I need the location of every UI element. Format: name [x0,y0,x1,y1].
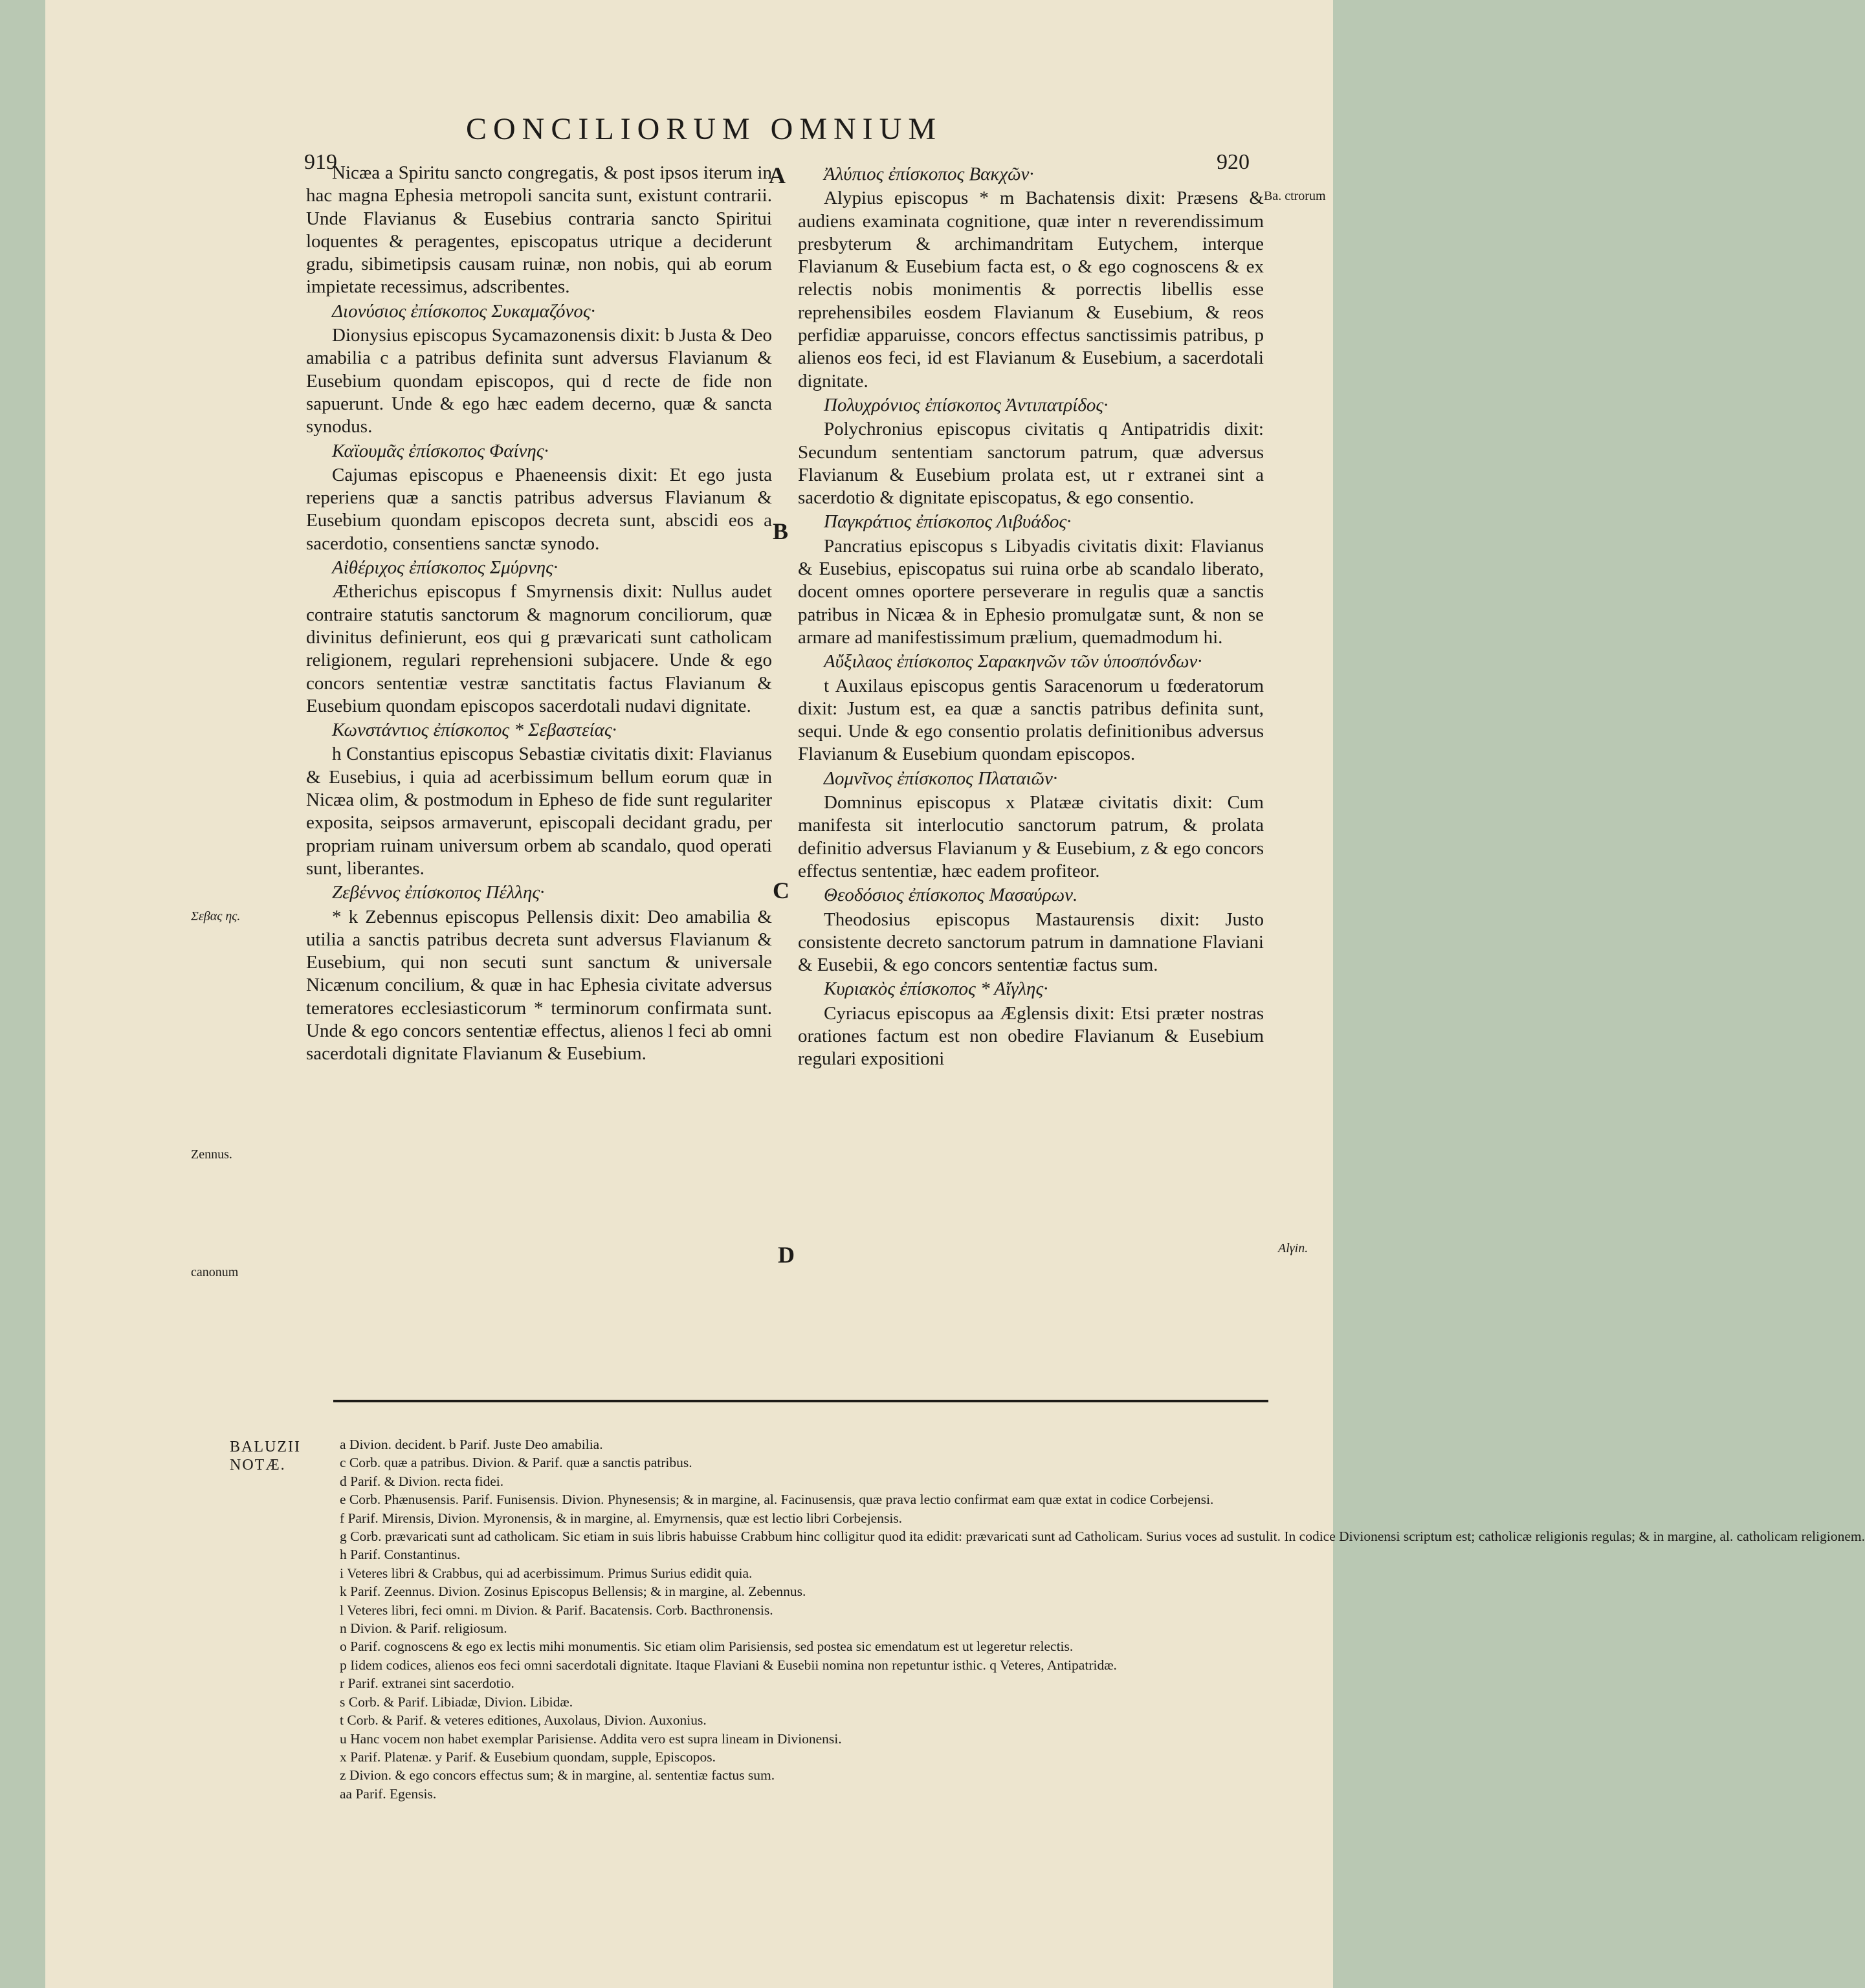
paragraph: * k Zebennus episcopus Pellensis dixit: Deo amabilia & utilia a sanctis patribus decreta sunt adversus Flavianum & Eusebium, qui non secuti sunt sanctum & universale Nicænum concilium, & quæ in hac Ephesia civitate adversus temeratores ecclesiasticorum * terminorum confirmata sunt. Unde & ego concors sententiæ effectus, alienos l feci ab omni sacerdotali dignitate Flavianum & Eusebium. [306,906,772,1065]
paragraph: Ætherichus episcopus f Smyrnensis dixit: Nullus audet contraire statutis sanctorum & magnorum conciliorum, quæ divinitus definierunt, eos qui g prævaricati sunt catholicam religionem, regulari reprehensioni subjacere. Unde & ego concors sententiæ vestræ sanctitatis factus Flavianum & Eusebium quondam episcopos sacerdotali nudavi dignitate. [306,581,772,716]
speaker-heading: Καϊουμᾶς ἐπίσκοπος Φαίνης· [332,440,549,461]
footnote-line: r Parif. extranei sint sacerdotio. [340,1675,514,1692]
page-number-left: 919 [304,150,337,174]
paragraph: Pancratius episcopus s Libyadis civitatis dixit: Flavianus & Eusebius, episcopatus sui ruina orbe ab scandalo liberato, docent omnes oportere perseverare in regulis quæ a sanctis patribus in Nicæa & in Ephesio promulgatæ sunt, & non se armare ad manifestissimum prælium, quemadmodum hi. [798,535,1264,648]
footnote-line: e Corb. Phænusensis. Parif. Funisensis. Divion. Phynesensis; & in margine, al. Facinusensis, quæ prava lectio confirmat eam quæ extat in codice Corbejensi. [340,1492,1214,1508]
speaker-heading: Αὔξιλαος ἐπίσκοπος Σαρακηνῶν τῶν ὑποσπόνδων· [824,651,1202,672]
section-marker-a: A [769,162,786,188]
footnote-line: a Divion. decident. b Parif. Juste Deo amabilia. [340,1437,603,1452]
left-column [306,162,772,1066]
paragraph: Domninus episcopus x Platææ civitatis dixit: Cum manifesta sit interlocutio sanctorum patrum, & prolata definitio adversus Flavianum y & Eusebium, z & ego concors effectus sententiæ, hæc eadem profiteor. [798,792,1264,881]
footnote-line: i Veteres libri & Crabbus, qui ad acerbissimum. Primus Surius edidit quia. [340,1565,753,1581]
footnote-line: o Parif. cognoscens & ego ex lectis mihi monumentis. Sic etiam olim Parisiensis, sed postea sic emendatum est ut legeretur relectis. [340,1639,1074,1655]
speaker-heading: Θεοδόσιος ἐπίσκοπος Μασαύρων. [824,885,1078,906]
speaker-heading: Δομνῖνος ἐπίσκοπος Πλαταιῶν· [824,768,1058,789]
footnote-line: p Iidem codices, alienos eos feci omni sacerdotali dignitate. Itaque Flaviani & Eusebii nomina non repetuntur isthic. q Veteres, Antipatridæ. [340,1657,1117,1673]
paragraph: Cajumas episcopus e Phaeneensis dixit: Et ego justa reperiens quæ a sanctis patribus adversus Flavianum & Eusebium quondam episcopos decreta sunt, abscidi eos a sacerdotio, consentiens sanctæ synodo. [306,464,772,554]
section-marker-d: D [778,1242,795,1268]
paragraph: h Constantius episcopus Sebastiæ civitatis dixit: Flavianus & Eusebius, i quia ad acerbissimum bellum eorum quæ in Nicæa olim, & postmodum in Epheso de fide sunt regulariter exposita, seipsos armaverunt, episcopali decidant gradu, per propriam ruinam universum orbem ab scandalo, quod operati sunt, liberantes. [306,744,772,879]
footnote-line: h Parif. Constantinus. [340,1547,461,1563]
paragraph: Cyriacus episcopus aa Æglensis dixit: Etsi præter nostras orationes factum est non obedire Flavianum & Eusebium regulari expositioni [798,1002,1264,1070]
paragraph: Dionysius episcopus Sycamazonensis dixit: b Justa & Deo amabilia c a patribus definita sunt adversus Flavianum & Eusebium quondam episcopos, qui d recte de fide non sapuerunt. Unde & ego hæc eadem decerno, quæ & sancta synodus. [306,325,772,437]
margin-note: canonum [191,1265,239,1279]
paragraph: Theodosius episcopus Mastaurensis dixit: Justo consistente decreto sanctorum patrum in damnatione Flaviani & Eusebii, & ego concors sententiæ factus sum. [798,909,1264,976]
footnote-line: k Parif. Zeennus. Divion. Zosinus Episcopus Bellensis; & in margine, al. Zebennus. [340,1584,806,1600]
notes-heading-line: NOTÆ. [230,1457,286,1474]
notes-heading [230,1438,301,1474]
speaker-heading: Κωνστάντιος ἐπίσκοπος * Σεβαστείας· [332,720,617,741]
speaker-heading: Ζεβέννος ἐπίσκοπος Πέλλης· [332,882,545,903]
page-number-right: 920 [1217,150,1250,174]
paragraph: Polychronius episcopus civitatis q Antipatridis dixit: Secundum sententiam sanctorum patrum, quæ adversus Flavianum & Eusebium prolata est, ut r extranei sint a sacerdotio & dignitate episcopatus, & ego consentio. [798,419,1264,509]
footnote-line: f Parif. Mirensis, Divion. Myronensis, & in margine, al. Emyrnensis, quæ est lectio libri Corbejensis. [340,1510,903,1526]
speaker-heading: Πολυχρόνιος ἐπίσκοπος Ἀντιπατρίδος· [824,394,1109,415]
footnote-line: z Divion. & ego concors effectus sum; & in margine, al. sententiæ factus sum. [340,1767,775,1784]
paragraph: Nicæa a Spiritu sancto congregatis, & post ipsos iterum in hac magna Ephesia metropoli sancita sunt, existunt contrarii. Unde Flavianus & Eusebius contraria sancto Spiritui loquentes & peragentes, episcopatus utrique a deciderunt gradu, sibimetipsis causam ruinæ, non nobis, qui ab eorum impietate recessimus, adscribentes. [306,162,772,298]
speaker-heading: Αἰθέριχος ἐπίσκοπος Σμύρνης· [332,557,558,579]
footnote-line: l Veteres libri, feci omni. m Divion. & Parif. Bacatensis. Corb. Bacthronensis. [340,1602,773,1618]
speaker-heading: Κυριακὸς ἐπίσκοπος * Αἴγλης· [824,978,1048,1000]
footnote-line: c Corb. quæ a patribus. Divion. & Parif. quæ a sanctis patribus. [340,1455,692,1471]
footnote-line: x Parif. Platenæ. y Parif. & Eusebium quondam, supple, Episcopos. [340,1749,716,1765]
footnote-line: g Corb. prævaricati sunt ad catholicam. Sic etiam in suis libris habuisse Crabbum hinc colligitur quod ita edidit: prævaricati sunt ad Catholicam. Surius voces ad sustulit. In codice Divionensi scriptum est; catholicæ religionis regulas; & in margine, al. catholicam religionem. [340,1529,1865,1545]
paragraph: t Auxilaus episcopus gentis Saracenorum u fœderatorum dixit: Justum est, ea quæ a sanctis patribus definita sunt, sequi. Unde & ego consentio prolatis definitionibus adversus Flavianum & Eusebium quondam episcopos. [798,675,1264,765]
speaker-heading: Ἀλύπιος ἐπίσκοπος Βακχῶν· [824,164,1034,184]
paragraph: Alypius episcopus * m Bachatensis dixit: Præsens & audiens examinata cognitione, quæ inter n reverendissimum presbyterum & archimandritam Eutychem, interque Flavianum & Eusebium facta est, o & ego cognoscens & ex relectis nobis monimentis & porrectis libellis esse reprehensibiles eosdem Flavianum & Eusebium, & reos perfidiæ apparuisse, concors effectus sanctissimis patribus, p alienos eos feci, id est Flavianum & Eusebium, a sacerdotali dignitate. [798,188,1264,392]
footnote-line: n Divion. & Parif. religiosum. [340,1620,507,1637]
section-marker-c: C [773,878,789,903]
footnote-line: d Parif. & Divion. recta fidei. [340,1473,504,1489]
speaker-heading: Παγκράτιος ἐπίσκοπος Λιβυάδος· [824,511,1072,533]
footnote-rule [333,1400,1268,1402]
footnotes [340,1435,1865,1803]
right-column [798,162,1264,1071]
section-marker-b: B [773,518,789,544]
footnote-line: s Corb. & Parif. Libiadæ, Divion. Libidæ. [340,1694,573,1710]
footnote-line: aa Parif. Egensis. [340,1785,437,1802]
margin-note: Σεβας ης. [191,909,241,923]
notes-heading-line: BALUZII [230,1439,301,1455]
margin-note: Zennus. [191,1147,232,1162]
margin-note: Alγin. [1278,1241,1308,1255]
speaker-heading: Διονύσιος ἐπίσκοπος Συκαμαζόνος· [332,300,595,322]
footnote-line: u Hanc vocem non habet exemplar Parisiense. Addita vero est supra lineam in Divionensi. [340,1730,842,1747]
footnote-line: t Corb. & Parif. & veteres editiones, Auxolaus, Divion. Auxonius. [340,1712,707,1728]
running-head: CONCILIORUM OMNIUM [466,112,943,146]
margin-note: Ba. ctrorum [1264,189,1326,203]
book-page [45,0,1865,1988]
